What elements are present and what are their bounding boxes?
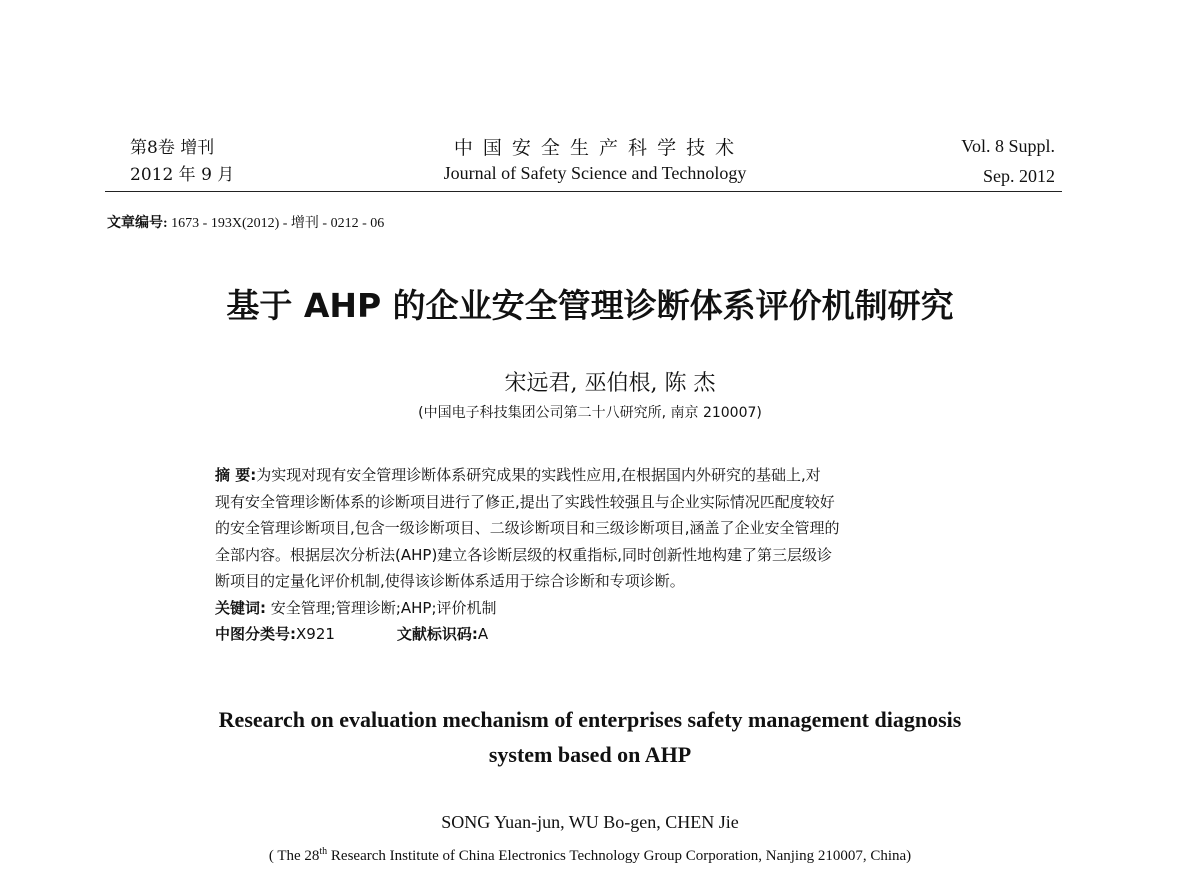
abstract-line: 全部内容。根据层次分析法(AHP)建立各诊断层级的权重指标,同时创新性地构建了第三层级诊 [215, 545, 833, 564]
journal-name-en: Journal of Safety Science and Technology [443, 163, 747, 183]
abstract-line: 断项目的定量化评价机制,使得该诊断体系适用于综合诊断和专项诊断。 [215, 572, 685, 590]
abstract [215, 462, 840, 648]
volume-cn: 第8卷 增刊 [130, 138, 215, 158]
abstract-line: 现有安全管理诊断体系的诊断项目进行了修正,提出了实践性较强且与企业实际情况匹配度较好 [215, 492, 835, 511]
classification: 中图分类号:X921 文献标识码:A [215, 625, 489, 643]
affiliation-cn: (中国电子科技集团公司第二十八研究所, 南京 210007) [418, 405, 762, 421]
keywords: 关键词: 安全管理;管理诊断;AHP;评价机制 [215, 598, 497, 617]
authors-en: SONG Yuan-jun, WU Bo-gen, CHEN Jie [441, 812, 739, 832]
authors-cn: 宋远君, 巫伯根, 陈 杰 [504, 371, 716, 396]
title-en-line1: Research on evaluation mechanism of enterprises safety management diagnosis [218, 707, 962, 732]
date-en: Sep. 2012 [983, 166, 1055, 186]
header-rule [105, 191, 1062, 192]
article-number-label: 文章编号: [107, 216, 168, 231]
volume-en: Vol. 8 Suppl. [961, 136, 1055, 156]
title-en-line2: system based on AHP [488, 742, 692, 767]
journal-name-cn: 中 国 安 全 生 产 科 学 技 术 [453, 137, 737, 159]
affiliation-en: ( The 28th Research Institute of China Electronics Technology Group Corporation, Nanjing 210007, China) [268, 846, 912, 864]
abstract-line: 摘 要:为实现对现有安全管理诊断体系研究成果的实践性应用,在根据国内外研究的基础上,对 [215, 466, 821, 484]
title-cn: 基于 AHP 的企业安全管理诊断体系评价机制研究 [226, 286, 954, 325]
article-number [107, 212, 384, 232]
article-number-value: 1673 - 193X(2012) - 增刊 - 0212 - 06 [167, 216, 385, 231]
abstract-label: 摘 要: [215, 466, 257, 484]
date-cn: 2012 年 9 月 [130, 165, 235, 185]
abstract-line: 的安全管理诊断项目,包含一级诊断项目、二级诊断项目和三级诊断项目,涵盖了企业安全管理的 [215, 519, 840, 537]
